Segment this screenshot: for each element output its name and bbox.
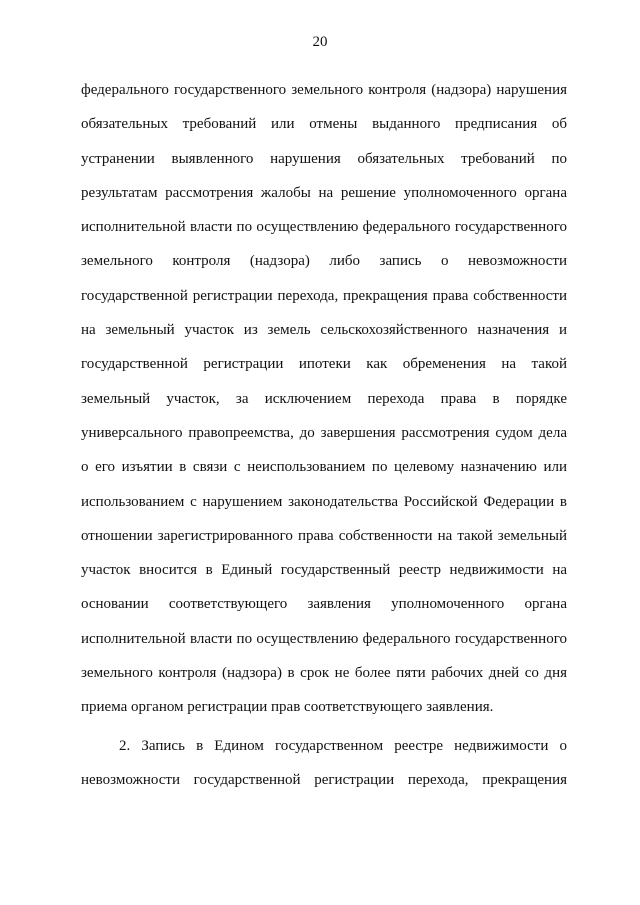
text-line: использованием с нарушением законодательства Российской Федерации в	[81, 493, 567, 510]
text-line: результатам рассмотрения жалобы на решение уполномоченного органа	[81, 184, 567, 201]
text-line: на земельный участок из земель сельскохозяйственного назначения и	[81, 322, 567, 339]
paragraph-2	[81, 729, 567, 798]
text-line: устранении выявленного нарушения обязательных требований по	[81, 150, 567, 167]
text-line: исполнительной власти по осуществлению федерального государственного	[81, 630, 567, 647]
text-line: основании соответствующего заявления уполномоченного органа	[81, 596, 567, 613]
text-line: земельный участок, за исключением перехода права в порядке	[81, 390, 567, 407]
text-line-last: приема органом регистрации прав соответствующего заявления.	[81, 699, 494, 716]
text-line: о его изъятии в связи с неиспользованием по целевому назначению или	[81, 459, 567, 476]
text-line: участок вносится в Единый государственный реестр недвижимости на	[81, 562, 567, 579]
text-line: исполнительной власти по осуществлению федерального государственного	[81, 219, 567, 236]
page-number: 20	[312, 34, 328, 50]
document-body	[81, 73, 567, 797]
text-line: государственной регистрации ипотеки как обременения на такой	[81, 356, 567, 373]
paragraph-1	[81, 73, 567, 725]
text-line: обязательных требований или отмены выданного предписания об	[81, 116, 567, 133]
text-line: государственной регистрации перехода, прекращения права собственности	[81, 287, 567, 304]
text-line: невозможности государственной регистрации перехода, прекращения	[81, 771, 567, 788]
text-line-first: 2. Запись в Едином государственном реестре недвижимости о	[119, 737, 567, 754]
text-line: универсального правопреемства, до завершения рассмотрения судом дела	[81, 424, 567, 441]
text-line: отношении зарегистрированного права собственности на такой земельный	[81, 527, 567, 544]
text-line: земельного контроля (надзора) в срок не более пяти рабочих дней со дня	[81, 665, 567, 682]
text-line: федерального государственного земельного контроля (надзора) нарушения	[81, 82, 567, 98]
text-line: земельного контроля (надзора) либо запись о невозможности	[81, 253, 567, 270]
